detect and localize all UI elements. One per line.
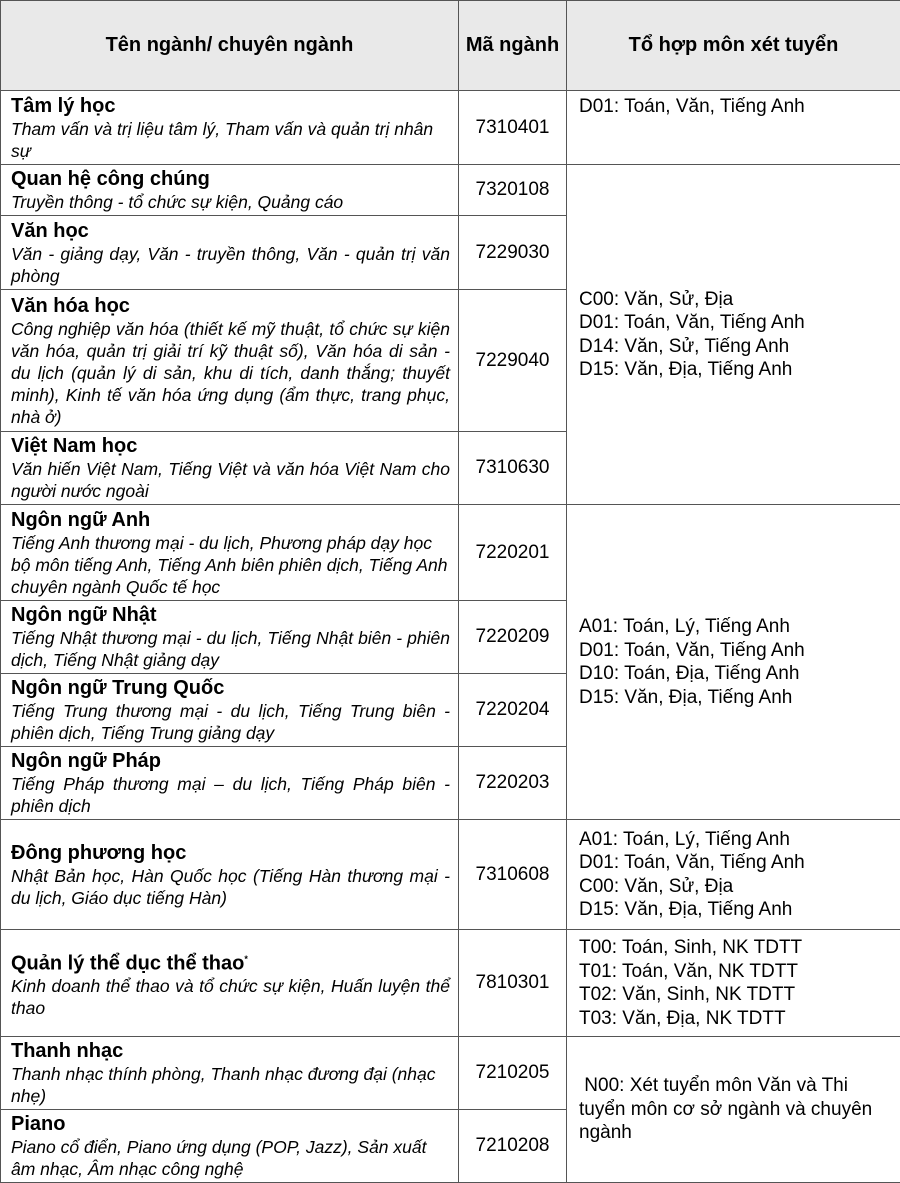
combination-item: T01: Toán, Văn, NK TDTT [579, 960, 888, 984]
header-row [1, 1, 900, 91]
major-code: 7229040 [459, 290, 567, 432]
major-code: 7320108 [459, 165, 567, 216]
major-code: 7220204 [459, 674, 567, 747]
major-cell [1, 91, 459, 165]
combination-item: D10: Toán, Địa, Tiếng Anh [579, 662, 888, 686]
combination-cell [567, 165, 900, 505]
major-cell [1, 601, 459, 674]
combination-item: D15: Văn, Địa, Tiếng Anh [579, 898, 888, 922]
major-name: Tâm lý học [11, 94, 450, 118]
table-row [1, 165, 900, 216]
major-cell [1, 432, 459, 505]
major-specializations: Kinh doanh thể thao và tổ chức sự kiện, Huấn luyện thể thao [11, 975, 450, 1019]
major-name: Quản lý thể dục thể thao [11, 952, 244, 974]
combination-cell [567, 505, 900, 820]
major-code: 7810301 [459, 930, 567, 1037]
major-cell [1, 505, 459, 601]
combination-item: N00: Xét tuyển môn Văn và Thi tuyển môn cơ sở ngành và chuyên ngành [579, 1074, 888, 1145]
combination-cell [567, 1037, 900, 1183]
combination-item: T03: Văn, Địa, NK TDTT [579, 1007, 888, 1031]
major-cell [1, 747, 459, 820]
combination-item: C00: Văn, Sử, Địa [579, 875, 888, 899]
major-name-wrap [11, 947, 450, 976]
major-name: Đông phương học [11, 841, 450, 865]
major-cell [1, 216, 459, 290]
major-code: 7220203 [459, 747, 567, 820]
combination-item: T00: Toán, Sinh, NK TDTT [579, 936, 888, 960]
major-specializations: Tiếng Nhật thương mại - du lịch, Tiếng Nhật biên - phiên dịch, Tiếng Nhật giảng dạy [11, 627, 450, 671]
header-major: Tên ngành/ chuyên ngành [1, 1, 459, 91]
major-specializations: Nhật Bản học, Hàn Quốc học (Tiếng Hàn thương mại - du lịch, Giáo dục tiếng Hàn) [11, 865, 450, 909]
major-name: Thanh nhạc [11, 1039, 450, 1063]
major-specializations: Tiếng Trung thương mại - du lịch, Tiếng Trung biên - phiên dịch, Tiếng Trung giảng dạy [11, 700, 450, 744]
major-specializations: Công nghiệp văn hóa (thiết kế mỹ thuật, tổ chức sự kiện văn hóa, quản trị giải trí kỹ thuật số), Văn hóa di sản - du lịch (quản lý di sản, khu di tích, danh thắng; thuyết minh), Kinh tế văn hóa ứng dụng (ẩm thực, trang phục, nhà ở) [11, 318, 450, 428]
major-cell [1, 674, 459, 747]
table-row [1, 820, 900, 930]
major-name: Ngôn ngữ Anh [11, 508, 450, 532]
footnote-mark: * [244, 954, 248, 964]
major-specializations: Tiếng Anh thương mại - du lịch, Phương pháp dạy học bộ môn tiếng Anh, Tiếng Anh biên phiên dịch, Tiếng Anh chuyên ngành Quốc tế học [11, 532, 450, 598]
major-code: 7310630 [459, 432, 567, 505]
major-name: Piano [11, 1112, 450, 1136]
combination-item: D01: Toán, Văn, Tiếng Anh [579, 639, 888, 663]
major-cell [1, 930, 459, 1037]
combination-item: C00: Văn, Sử, Địa [579, 288, 888, 312]
major-specializations: Piano cổ điển, Piano ứng dụng (POP, Jazz), Sản xuất âm nhạc, Âm nhạc công nghệ [11, 1136, 450, 1180]
combination-cell [567, 91, 900, 165]
major-cell [1, 165, 459, 216]
major-specializations: Văn - giảng dạy, Văn - truyền thông, Văn - quản trị văn phòng [11, 243, 450, 287]
combination-item: D01: Toán, Văn, Tiếng Anh [579, 851, 888, 875]
table-row [1, 930, 900, 1037]
major-code: 7220201 [459, 505, 567, 601]
major-cell [1, 820, 459, 930]
major-specializations: Thanh nhạc thính phòng, Thanh nhạc đương đại (nhạc nhẹ) [11, 1063, 450, 1107]
major-specializations: Văn hiến Việt Nam, Tiếng Việt và văn hóa Việt Nam cho người nước ngoài [11, 458, 450, 502]
combination-item: A01: Toán, Lý, Tiếng Anh [579, 615, 888, 639]
major-name: Việt Nam học [11, 434, 450, 458]
major-code: 7210208 [459, 1110, 567, 1183]
major-name: Văn hóa học [11, 294, 450, 318]
major-cell [1, 1110, 459, 1183]
major-code: 7210205 [459, 1037, 567, 1110]
combination-item: D15: Văn, Địa, Tiếng Anh [579, 686, 888, 710]
header-combinations: Tổ hợp môn xét tuyển [567, 1, 900, 91]
major-code: 7220209 [459, 601, 567, 674]
major-name: Văn học [11, 219, 450, 243]
major-name: Ngôn ngữ Trung Quốc [11, 676, 450, 700]
major-code: 7229030 [459, 216, 567, 290]
combination-item: A01: Toán, Lý, Tiếng Anh [579, 828, 888, 852]
combination-cell [567, 820, 900, 930]
combination-item: D01: Toán, Văn, Tiếng Anh [579, 311, 888, 335]
combination-item: D15: Văn, Địa, Tiếng Anh [579, 358, 888, 382]
table-row [1, 505, 900, 601]
major-name: Ngôn ngữ Pháp [11, 749, 450, 773]
major-cell [1, 1037, 459, 1110]
combination-item: D14: Văn, Sử, Tiếng Anh [579, 335, 888, 359]
major-specializations: Tham vấn và trị liệu tâm lý, Tham vấn và quản trị nhân sự [11, 118, 450, 162]
table-row [1, 91, 900, 165]
major-specializations: Truyền thông - tổ chức sự kiện, Quảng cáo [11, 191, 450, 213]
combination-item: T02: Văn, Sinh, NK TDTT [579, 983, 888, 1007]
major-specializations: Tiếng Pháp thương mại – du lịch, Tiếng Pháp biên - phiên dịch [11, 773, 450, 817]
combination-item: D01: Toán, Văn, Tiếng Anh [579, 95, 888, 119]
combination-cell [567, 930, 900, 1037]
major-code: 7310608 [459, 820, 567, 930]
major-cell [1, 290, 459, 432]
major-name: Quan hệ công chúng [11, 167, 450, 191]
major-name: Ngôn ngữ Nhật [11, 603, 450, 627]
major-code: 7310401 [459, 91, 567, 165]
table-row [1, 1037, 900, 1110]
header-code: Mã ngành [459, 1, 567, 91]
